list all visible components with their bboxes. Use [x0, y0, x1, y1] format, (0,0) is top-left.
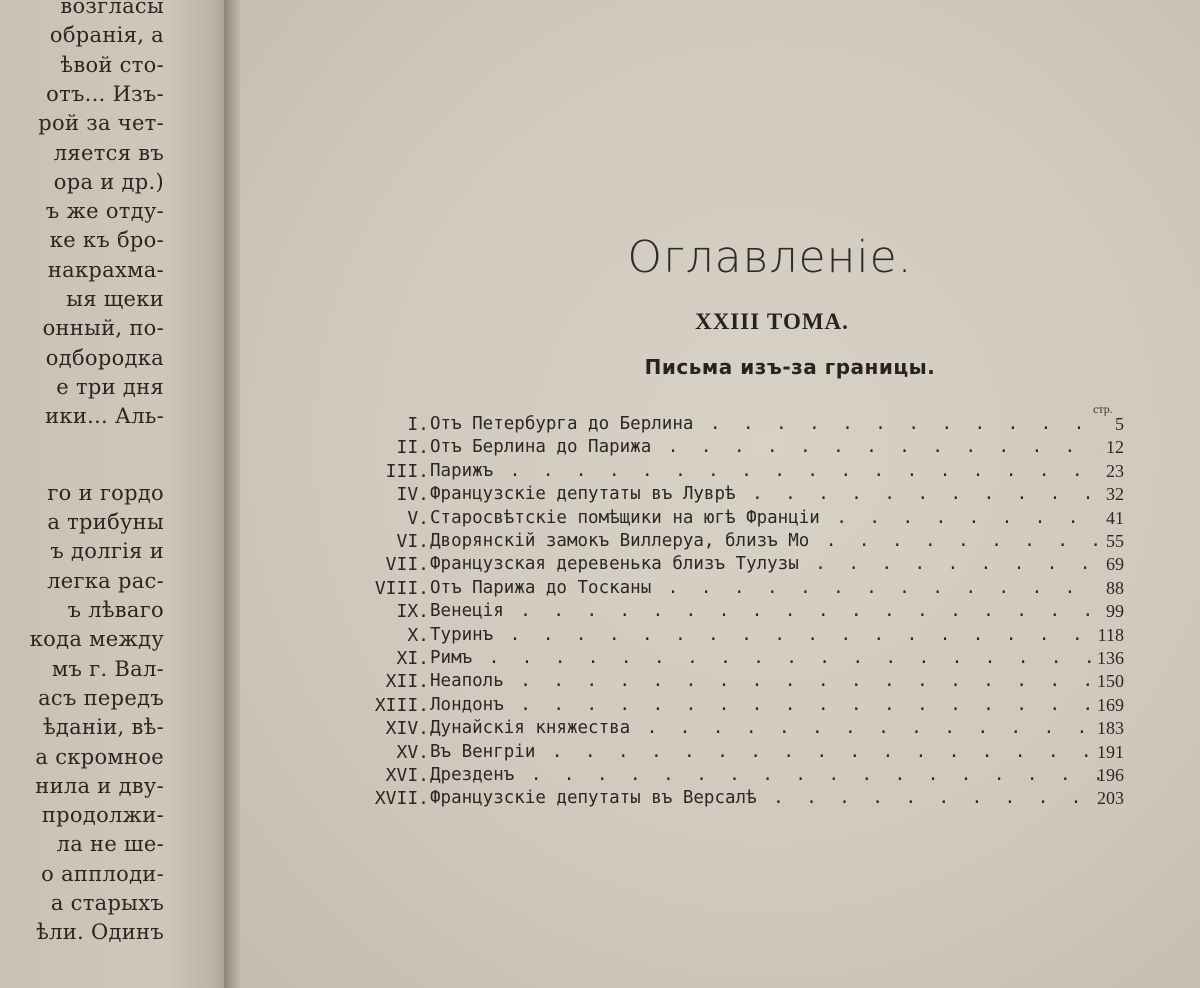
left-page-line: ла не ше-	[56, 832, 164, 857]
left-page-line: накрахма-	[47, 257, 164, 282]
toc-title: Оглавленіе.	[627, 232, 913, 283]
toc-entry-number: XVI.	[385, 765, 429, 786]
toc-entry-page: 23	[1106, 460, 1124, 481]
toc-entry-page: 41	[1106, 507, 1124, 528]
toc-entry-page: 88	[1106, 577, 1124, 598]
left-page-line: рой за чет-	[38, 111, 164, 136]
toc-entry-page: 196	[1097, 765, 1124, 785]
left-page-line: ыя щеки	[66, 287, 164, 311]
left-page-line: возгласы	[60, 0, 164, 18]
left-page-line: продолжи-	[41, 803, 164, 828]
toc-entry-page: 99	[1106, 601, 1124, 622]
toc-entry-page: 118	[1097, 624, 1124, 645]
left-page-line: ъ же отду-	[45, 199, 164, 224]
toc-entry-title: Отъ Парижа до Тосканы . . .	[430, 578, 1102, 598]
toc-entry-number: VIII.	[374, 577, 429, 599]
left-page-line: ѣданіи, вѣ-	[42, 715, 164, 740]
toc-entry-title: Отъ Петербурга до Берлина . . .	[430, 414, 1102, 434]
left-page-line: а скромное	[35, 744, 164, 769]
toc-entry-number: XVII.	[374, 788, 429, 810]
left-page-line: ики... Аль-	[45, 404, 164, 429]
toc-entry-title: Венеція . . .	[430, 601, 1102, 621]
left-page-line: ке къ бро-	[49, 228, 164, 253]
left-page-line: онный, по-	[42, 316, 164, 341]
left-page-line: ъ лѣваго	[67, 598, 164, 622]
toc-entry-page: 55	[1106, 531, 1124, 551]
toc-section-heading: Письма изъ-за границы.	[644, 355, 936, 379]
left-page-line: е три дня	[56, 374, 164, 399]
toc-entry-title: Дрезденъ . . .	[430, 765, 1102, 785]
toc-entry-page: 183	[1097, 718, 1124, 739]
left-page-line: ъ долгія и	[50, 539, 164, 564]
left-page-line: мъ г. Вал-	[51, 656, 164, 681]
toc-entry	[240, 625, 1200, 649]
toc-entry-page: 136	[1097, 648, 1124, 668]
right-page	[240, 0, 1200, 988]
toc-entry-number: III.	[385, 460, 429, 482]
toc-entry	[240, 414, 1200, 438]
toc-volume: XXIII ТОМА.	[695, 309, 849, 334]
toc-entry	[240, 484, 1200, 508]
toc-list	[240, 0, 1200, 988]
left-page-line: го и гордо	[47, 480, 164, 505]
left-page-line: ѣвой сто-	[60, 52, 164, 77]
page-column-label: стр.	[1093, 402, 1113, 416]
toc-entry-title: Туринъ . . .	[430, 625, 1102, 645]
toc-entry-title: Парижъ . . .	[430, 461, 1102, 481]
toc-entry	[240, 742, 1200, 766]
toc-entry	[240, 648, 1200, 672]
toc-entry	[240, 788, 1200, 812]
toc-entry-number: XV.	[396, 741, 429, 763]
left-page-line: ора и др.)	[53, 169, 164, 194]
toc-entry-page: 191	[1097, 741, 1124, 762]
toc-entry	[240, 531, 1200, 555]
toc-entry-title: Лондонъ . . .	[430, 695, 1102, 715]
toc-entry-number: X.	[407, 624, 429, 646]
left-page-line: легка рас-	[47, 568, 164, 593]
toc-entry	[240, 578, 1200, 602]
left-page-line: одбородка	[45, 345, 164, 370]
toc-entry-page: 169	[1097, 694, 1124, 715]
toc-entry-page: 150	[1097, 671, 1124, 692]
toc-entry	[240, 508, 1200, 532]
left-page-line: обранія, а	[49, 23, 164, 48]
toc-entry-title: Французскіе депутаты въ Луврѣ . . .	[430, 484, 1102, 504]
left-page-line: ѣли. Одинъ	[36, 920, 164, 945]
toc-entry-title: Римъ . . .	[430, 648, 1102, 668]
left-page-line: ляется въ	[53, 140, 164, 165]
toc-entry	[240, 695, 1200, 719]
toc-entry-page: 203	[1097, 788, 1124, 809]
toc-entry-page: 12	[1106, 437, 1124, 458]
toc-entry-title: Старосвѣтскіе помѣщики на югѣ Франціи . . .	[430, 508, 1102, 528]
left-page-line: нила и дву-	[35, 773, 164, 798]
toc-entry-number: IV.	[396, 484, 429, 506]
toc-entry	[240, 437, 1200, 461]
toc-entry-page: 32	[1106, 484, 1124, 505]
toc-entry-number: VII.	[385, 554, 429, 576]
toc-entry-page: 69	[1106, 554, 1124, 575]
toc-entry	[240, 671, 1200, 695]
left-page-line: о апплоди-	[41, 861, 164, 886]
toc-entry-number: IX.	[396, 601, 429, 623]
toc-entry	[240, 718, 1200, 742]
left-page-line: а трибуны	[47, 510, 164, 535]
toc-entry-number: XII.	[385, 671, 429, 693]
toc-entry-number: V.	[407, 507, 429, 529]
toc-entry-number: XIV.	[385, 718, 429, 740]
toc-entry-title: Неаполь . . .	[430, 671, 1102, 691]
toc-entry-page: 5	[1115, 414, 1124, 434]
toc-entry	[240, 461, 1200, 485]
toc-entry	[240, 601, 1200, 625]
toc-entry	[240, 765, 1200, 789]
left-page-line: а старыхъ	[50, 891, 164, 915]
toc-entry-title: Дунайскія княжества . . .	[430, 718, 1102, 738]
toc-entry-number: II.	[396, 437, 429, 459]
toc-entry-number: I.	[407, 414, 429, 435]
toc-entry-number: XIII.	[374, 694, 429, 716]
toc-entry-title: Французскіе депутаты въ Версалѣ . . .	[430, 788, 1102, 808]
left-page-line: асъ передъ	[38, 685, 164, 710]
toc-entry-title: Французская деревенька близъ Тулузы . . .	[430, 554, 1102, 574]
toc-entry-number: VI.	[396, 531, 429, 552]
toc-entry	[240, 554, 1200, 578]
toc-entry-number: XI.	[396, 648, 429, 669]
left-page-line: отъ... Изъ-	[46, 81, 164, 106]
left-page-line: кода между	[29, 627, 164, 652]
toc-entry-title: Въ Венгріи . . .	[430, 742, 1102, 762]
left-page	[0, 0, 232, 988]
toc-entry-title: Отъ Берлина до Парижа . . .	[430, 437, 1102, 457]
toc-entry-title: Дворянскій замокъ Виллеруа, близъ Мо . . .	[430, 531, 1102, 551]
